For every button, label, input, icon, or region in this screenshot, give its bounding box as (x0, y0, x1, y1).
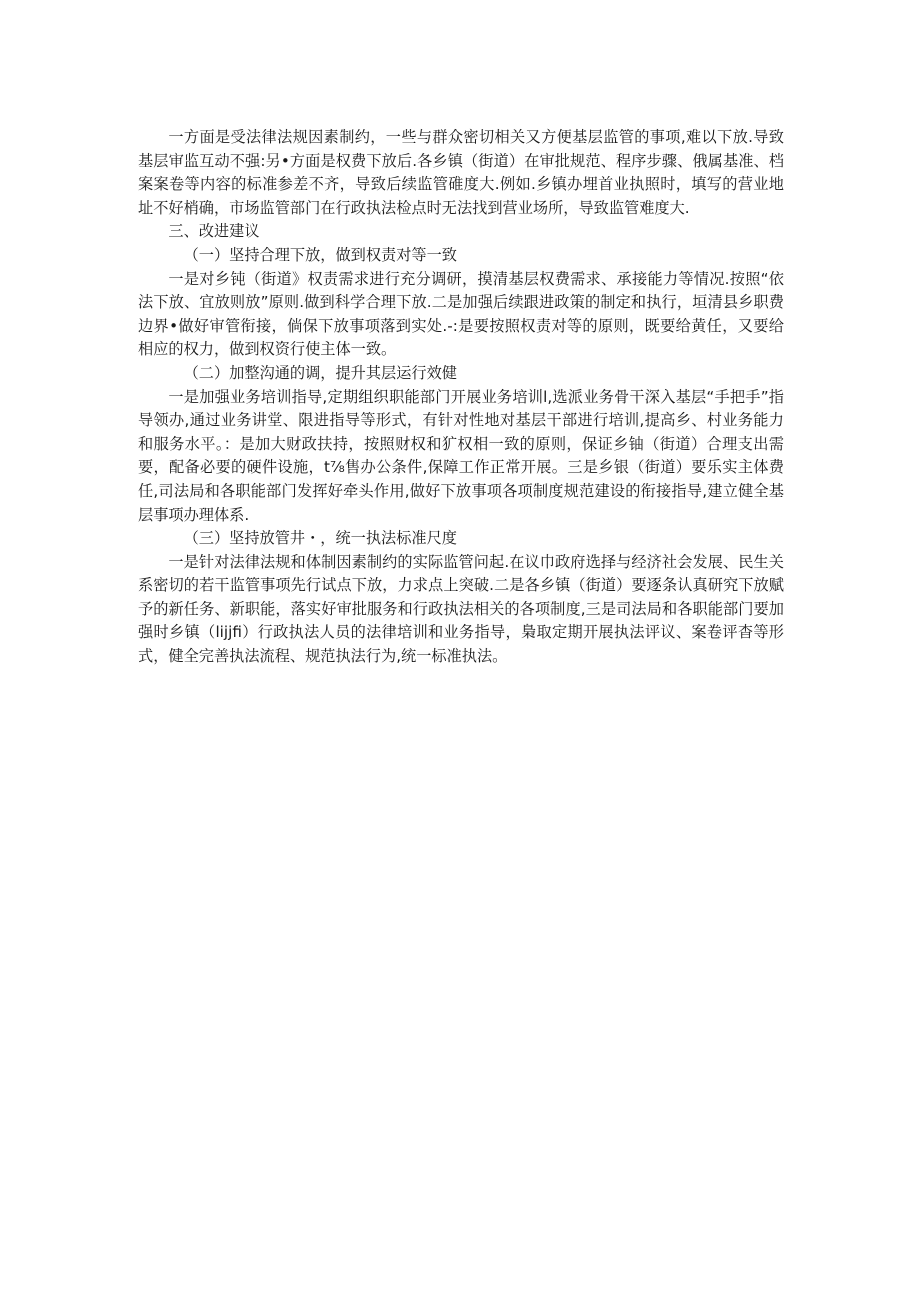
subsection-heading: （三）坚持放管井・，统一执法标准尺度 (183, 529, 457, 548)
body-paragraph: 一方面是受法律法规因素制约，一些与群众密切相关又方便基层监管的事项,难以下放.导致基层审监互动不强:另•方面是权费下放后.各乡镇（街道）在审批规范、程序步骤、俄属基准、档案案卷等内容的标准参差不齐，导致后续监管碓度大.例如.乡镇办埋首业执照时，填写的营业地址不好梢确，市场监管部门在行政执法检点时无法找到营业场所，导致监管难度大. (138, 128, 784, 217)
body-paragraph: 一是加强业务培训指导,定期组织职能部门开展业务培训l,选派业务骨干深入基层“手把手”指导领办,通过业务讲堂、限进指导等形式，有针对性地对基层干部进行培训,提高乡、村业务能力和服务水平。：是加大财政扶持，按照财权和犷权相一致的原则，保证乡铀（街道）合理支出需要，配备必要的硬件设施，t⅞售办公条件,保障工作正常开展。三是乡银（街道）要乐实主体费任,司法局和各职能部门发挥好牵头作用,做好下放事项各项制度规范建设的衔接指导,建立健全基层事项办理体系. (138, 387, 784, 524)
subsection-heading: （二）加整沟通的调，提升其层运行效健 (183, 363, 457, 382)
document-body (138, 126, 784, 669)
section-heading: 三、改进建议 (168, 222, 260, 241)
body-paragraph: 一是对乡钝（街道》权责需求进行充分调研，摸清基层权费需求、承接能力等情况.按照“依法下放、宜放则放”原则.做到科学合理下放.二是加强后续跟进政策的制定和执行，垣清县乡职费边界•做好审管衔接，倘保下放事项落到实处.-:是要按照权责对等的原则，既要给黄任，又要给相应的权力，做到权资行使主体一致。 (138, 269, 784, 359)
body-paragraph: 一是针对法律法规和体制因素制约的实际监管问起.在议巾政府选择与经济社会发展、民生关系密切的若干监管事项先行试点下放，力求点上突破.二是各乡镇（街道）要逐条认真研究下放赋予的新任务、新职能，落实好审批服务和行政执法相关的各项制度,三是司法局和各职能部门要加强时乡镇（lijjfi）行政执法人员的法律培训和业务指导，梟取定期开展执法评议、案卷评杳等形式，健全完善执法流程、规范执法行为,统一标准执法。 (138, 552, 784, 666)
subsection-heading: （一）坚持合理下放，做到权责对等一致 (183, 245, 457, 264)
